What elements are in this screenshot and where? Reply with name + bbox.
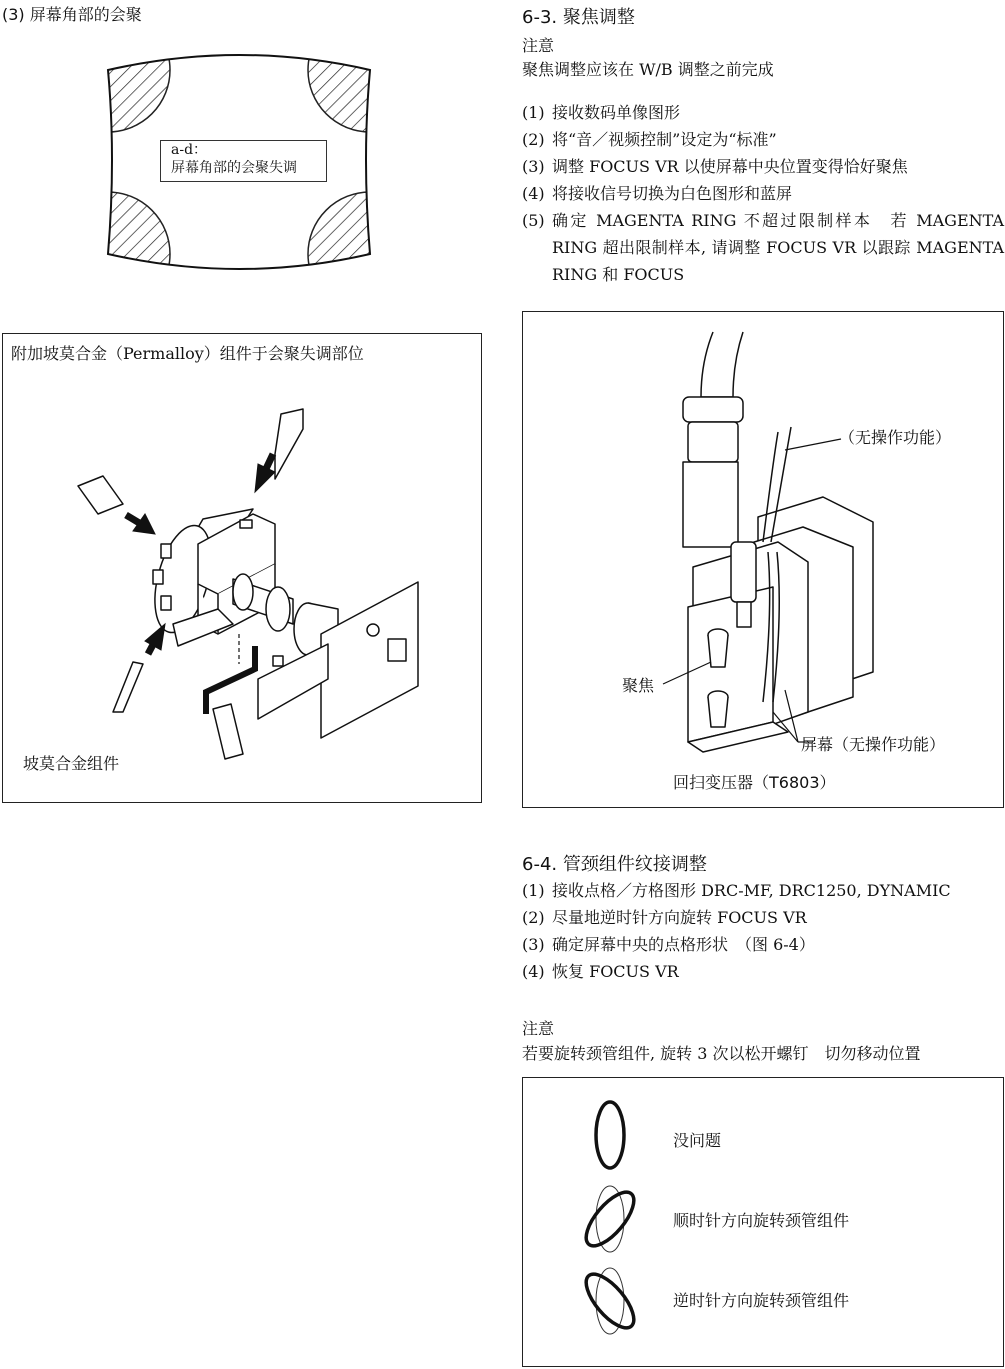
neck-step-3 [522,931,1004,958]
step-number: (3) [522,157,545,176]
step-text: 将接收信号切换为白色图形和蓝屏 [552,184,793,203]
permalloy-figure-box [2,333,482,803]
neck-step-4 [522,958,1004,985]
step-number: (1) [522,103,545,122]
step-text: 确定 MAGENTA RING 不超过限制样本 若 MAGENTA RING 超出限制样本, 请调整 FOCUS VR 以跟踪 MAGENTA RING 和 FOCUS [552,211,1004,284]
section-heading-corner-convergence: (3) 屏幕角部的会聚 [2,5,142,24]
step-number: (1) [522,881,545,900]
step-text: 恢复 FOCUS VR [552,962,679,981]
step-number: (4) [522,962,545,981]
flyback-label-focus: 聚焦 [622,676,655,695]
step-text: 尽量地逆时针方向旋转 FOCUS VR [552,908,807,927]
focus-note-title: 注意 [522,36,555,55]
flyback-label-screen: 屏幕（无操作功能） [801,735,946,754]
neck-note-title: 注意 [522,1019,555,1038]
permalloy-label: 坡莫合金组件 [23,754,120,773]
neck-heading: 6-4. 管颈组件纹接调整 [522,854,707,875]
step-text: 接收点格／方格图形 DRC-MF, DRC1250, DYNAMIC [552,881,951,900]
permalloy-box-title: 附加坡莫合金（Permalloy）组件于会聚失调部位 [11,344,364,363]
flyback-figure-box [522,311,1004,808]
permalloy-assembly-drawing [3,334,481,802]
focus-steps-list [522,99,1004,288]
focus-note-text: 聚焦调整应该在 W/B 调整之前完成 [522,60,774,79]
ellipse-ccw-reference [596,1268,624,1334]
step-number: (2) [522,908,545,927]
neck-steps-list [522,877,1004,985]
flyback-label-no-function: （无操作功能） [839,428,952,447]
focus-step-5 [522,207,1004,288]
step-number: (4) [522,184,545,203]
step-number: (2) [522,130,545,149]
focus-step-2 [522,126,1004,153]
neck-step-1 [522,877,1004,904]
step-text: 调整 FOCUS VR 以使屏幕中央位置变得恰好聚焦 [552,157,908,176]
focus-heading: 6-3. 聚焦调整 [522,7,635,28]
ellipse-label-cw: 顺时针方向旋转颈管组件 [673,1211,850,1230]
ellipse-ok [596,1102,624,1168]
ellipse-figure-box [522,1077,1004,1367]
step-number: (5) [522,211,545,230]
ellipse-cw-reference [596,1186,624,1252]
screen-diagram-note-line1: a-d： [171,142,208,158]
focus-step-3 [522,153,1004,180]
neck-note-text: 若要旋转颈管组件, 旋转 3 次以松开螺钉 切勿移动位置 [522,1044,921,1063]
ellipse-label-ccw: 逆时针方向旋转颈管组件 [673,1291,850,1310]
ellipse-ccw [578,1267,642,1336]
step-text: 将“音／视频控制”设定为“标准” [552,130,777,149]
ellipse-cw [578,1185,642,1254]
step-number: (3) [522,935,545,954]
step-text: 接收数码单像图形 [552,103,681,122]
screen-diagram-note-line2: 屏幕角部的会聚失调 [171,160,297,176]
ellipse-label-ok: 没问题 [673,1131,722,1150]
focus-step-4 [522,180,1004,207]
screen-diagram-note-box [160,140,327,182]
step-text: 确定屏幕中央的点格形状 （图 6-4） [552,935,815,954]
neck-step-2 [522,904,1004,931]
flyback-caption: 回扫变压器（T6803） [673,773,836,792]
focus-step-1 [522,99,1004,126]
